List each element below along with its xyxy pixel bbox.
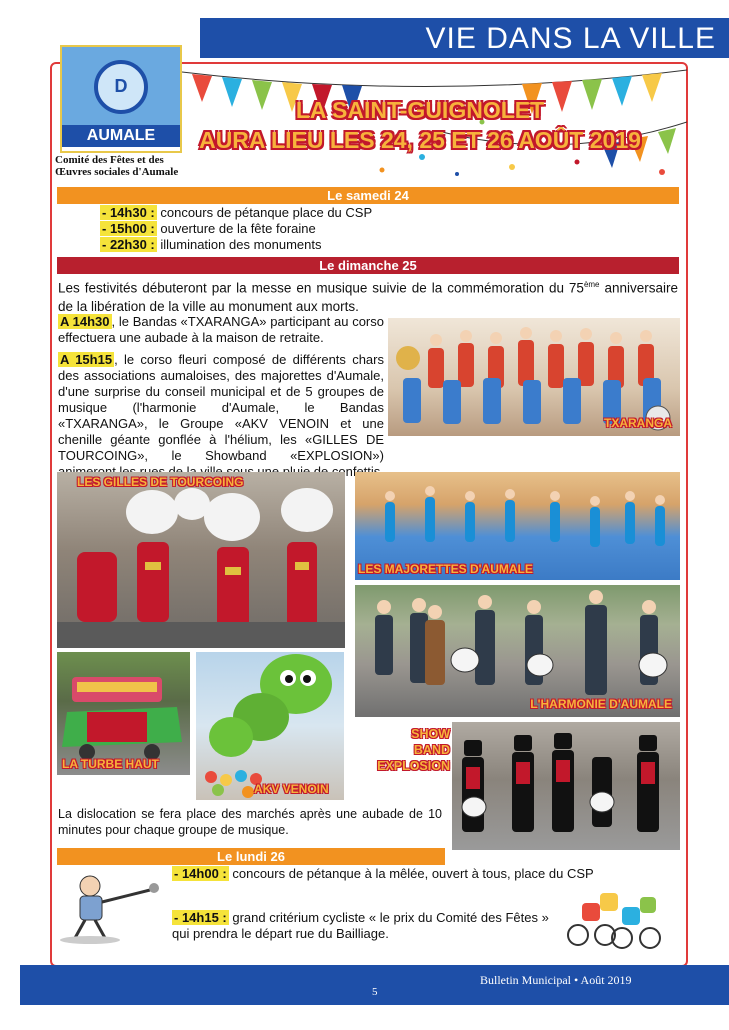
caterpillar-balloon-icon [196, 652, 344, 800]
saturday-schedule [100, 205, 400, 253]
caption-show-band: SHOW BAND EXPLOSION [377, 727, 450, 773]
caption-gilles: LES GILLES DE TOURCOING [77, 475, 244, 489]
caption-turbe-haut: LA TURBE HAUT [62, 757, 159, 771]
main-title-line2: AURA LIEU LES 24, 25 ET 26 AOÛT 2019 [199, 127, 641, 153]
item-text: concours de pétanque à la mêlée, ouvert à tous, place du CSP [228, 866, 594, 881]
caption-harmonie: L'HARMONIE D'AUMALE [530, 697, 672, 711]
bulletin-label: Bulletin Municipal • Août 2019 [480, 973, 632, 987]
item-time: - 14h30 : [102, 205, 155, 220]
section-title: VIE DANS LA VILLE [425, 22, 716, 55]
sunday-heading: Le dimanche 25 [57, 257, 679, 274]
list-item [100, 205, 400, 221]
photo-akv-venoin [196, 652, 344, 800]
cyclists-icon [560, 883, 670, 955]
main-title-line1: LA SAINT-GUIGNOLET [295, 97, 545, 123]
sunday-intro: Les festivités débuteront par la messe en musique suivie de la commémoration du 75ème anniversaire de la libération de la ville au monument aux morts. [58, 280, 678, 314]
photo-show-band [452, 722, 680, 850]
item-time: - 14h00 : [174, 866, 227, 881]
photo-turbe-haut [57, 652, 190, 775]
item-text: grand critérium cycliste « le prix du Comité des Fêtes » qui prendra le départ rue du Bailliage. [172, 910, 549, 941]
logo-letter: D [94, 60, 148, 114]
caption-majorettes: LES MAJORETTES D'AUMALE [358, 562, 533, 576]
monday-item-1 [172, 866, 632, 882]
item-time: - 15h00 : [102, 221, 155, 236]
sunday-para-1: A 14h30 , le Bandas «TXARANGA» participant au corso effectuera une aubade à la maison de retraite. [58, 314, 384, 345]
showband-figures-icon [452, 722, 680, 850]
list-item [100, 221, 400, 237]
petanque-player-icon [50, 872, 170, 944]
monday-heading: Le lundi 26 [57, 848, 445, 865]
list-item [100, 237, 400, 253]
gilles-figures-icon [57, 472, 345, 648]
para-time: A 15h15 [60, 352, 113, 367]
dislocation-text: La dislocation se fera place des marchés après une aubade de 10 minutes pour chaque groupe de musique. [58, 807, 442, 837]
item-text: illumination des monuments [156, 237, 322, 252]
para-time: A 14h30 [60, 314, 110, 329]
caption-txaranga: TXARANGA [604, 416, 672, 430]
logo-name: AUMALE [62, 125, 180, 147]
sunday-para-2: A 15h15 , le corso fleuri composé de différents chars des associations aumaloises, des majorettes d'Aumale, d'une surprise du conseil municipal et de 5 groupes de musique (l'harmonie d'Aumale, le Bandas «TXARANGA», le Groupe «AKV VENOIN et une chenille géante gonflée à l'hélium, les «GILLES DE TOURCOING», le Showband «EXPLOSION») [58, 352, 384, 463]
page-number: 5 [372, 986, 378, 998]
item-text: concours de pétanque place du CSP [156, 205, 373, 220]
item-time: - 14h15 : [174, 910, 227, 925]
main-title [185, 95, 655, 155]
monday-item-2 [172, 910, 552, 942]
item-time: - 22h30 : [102, 237, 155, 252]
photo-harmonie [355, 585, 680, 717]
photo-gilles [57, 472, 345, 648]
item-text: ouverture de la fête foraine [156, 221, 316, 236]
logo-subtitle: Comité des Fêtes et des Œuvres sociales d'Aumale [55, 154, 179, 178]
caption-akv-venoin: AKV VENOIN [254, 782, 329, 796]
saturday-heading: Le samedi 24 [57, 187, 679, 204]
photo-txaranga [388, 318, 680, 436]
photo-majorettes [355, 472, 680, 580]
